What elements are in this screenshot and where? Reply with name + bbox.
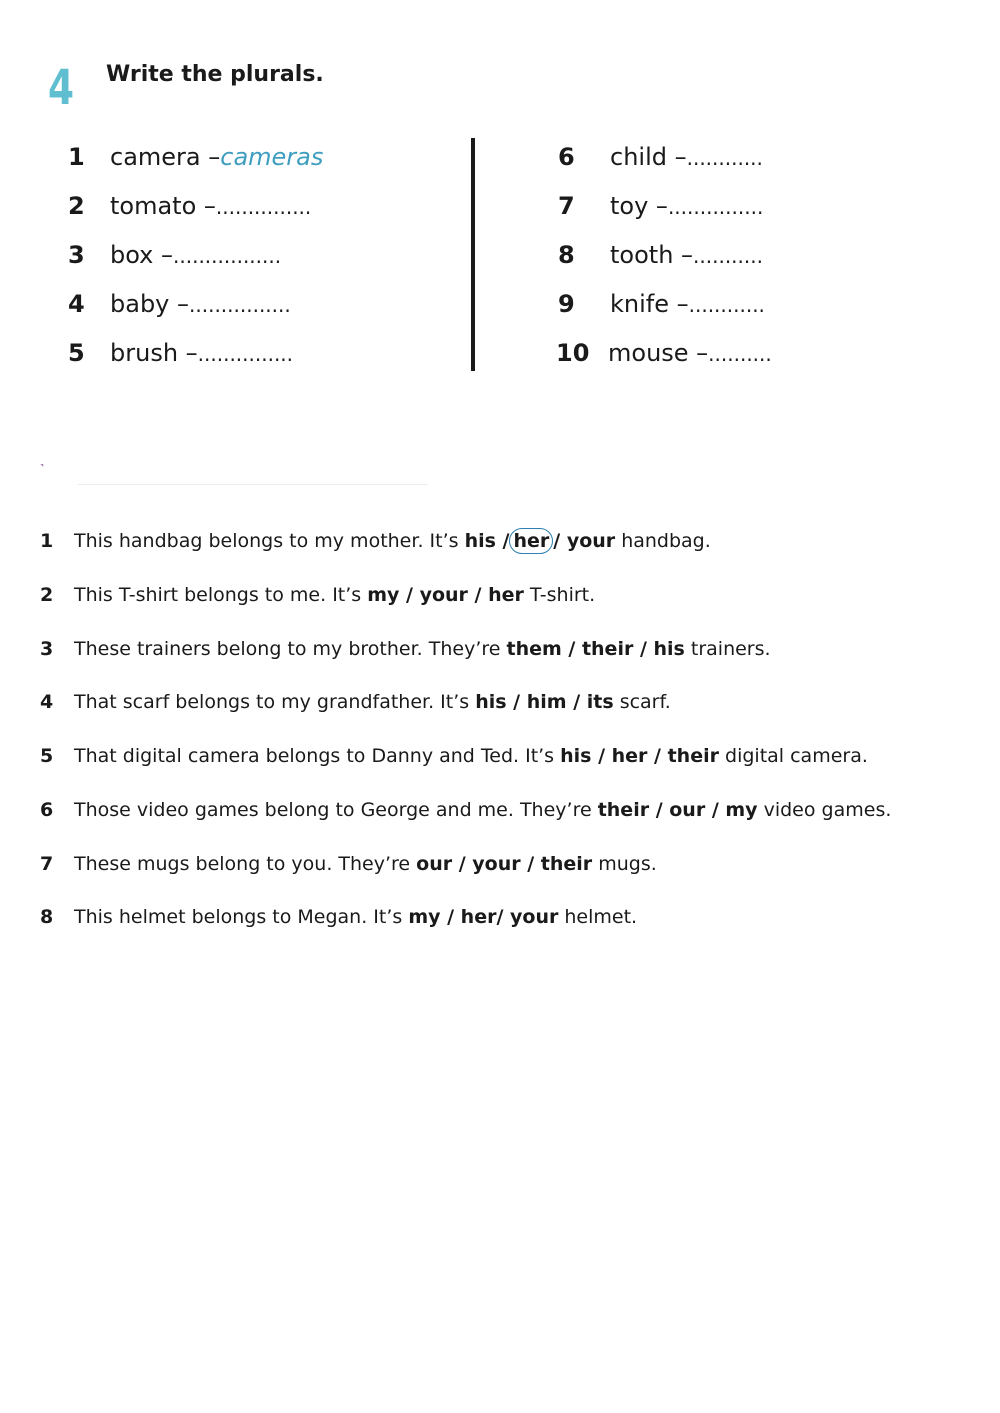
item-word: baby –	[110, 290, 190, 318]
sentence-row	[40, 741, 868, 771]
sentence-options[interactable]: his / him / its	[475, 691, 614, 713]
sentence-number: 7	[40, 853, 54, 875]
item-number: 4	[68, 290, 85, 318]
sentence-end: handbag.	[615, 530, 711, 552]
item-word: tomato –	[110, 192, 216, 220]
answer-blank[interactable]: ............	[688, 293, 765, 317]
item-word: toy –	[610, 192, 668, 220]
plural-item	[558, 287, 765, 321]
sentence-number: 3	[40, 638, 54, 660]
sentence-number: 1	[40, 530, 54, 552]
sentence-end: video games.	[757, 799, 892, 821]
sentence-end: digital camera.	[718, 745, 868, 767]
answer-blank[interactable]: ................	[189, 293, 291, 317]
sentence-end: mugs.	[592, 853, 657, 875]
sentence-row	[40, 902, 637, 932]
item-word: brush –	[110, 339, 198, 367]
item-number: 3	[68, 241, 85, 269]
plural-item	[68, 287, 291, 321]
plural-item	[558, 238, 763, 272]
plural-item	[558, 140, 763, 174]
answer-blank[interactable]: ..........	[708, 342, 772, 366]
sentence-number: 2	[40, 584, 54, 606]
plural-item	[68, 140, 323, 174]
sentence-options[interactable]: our / your / their	[416, 853, 593, 875]
column-divider	[471, 138, 475, 371]
sentence-options[interactable]: them / their / his	[506, 638, 685, 660]
sentence-end: scarf.	[613, 691, 671, 713]
item-number: 5	[68, 339, 85, 367]
exercise-title: Write the plurals.	[106, 62, 324, 87]
item-word: camera –	[110, 143, 221, 171]
plural-item	[68, 189, 311, 223]
sentence-text: These mugs belong to you. They’re	[74, 853, 417, 875]
exercise-number: 4	[48, 60, 75, 116]
sentence-row	[40, 526, 711, 556]
sentence-number: 8	[40, 906, 54, 928]
sentence-row	[40, 580, 595, 610]
sentence-text: Those video games belong to George and me. They’re	[74, 799, 598, 821]
sentence-text: This helmet belongs to Megan. It’s	[74, 906, 409, 928]
sentence-end: trainers.	[684, 638, 771, 660]
sentence-text: That digital camera belongs to Danny and Ted. It’s	[74, 745, 561, 767]
sentence-options[interactable]: my / your / her	[367, 584, 524, 606]
item-word: knife –	[610, 290, 689, 318]
answer-blank[interactable]: ...............	[667, 195, 764, 219]
sentence-row	[40, 634, 771, 664]
item-number: 9	[558, 290, 575, 318]
sentence-number: 6	[40, 799, 54, 821]
sentence-number: 5	[40, 745, 54, 767]
answer-blank[interactable]: ...........	[693, 244, 763, 268]
sentence-number: 4	[40, 691, 54, 713]
plural-item	[558, 189, 763, 223]
item-word: box –	[110, 241, 174, 269]
sentence-text: This T-shirt belongs to me. It’s	[74, 584, 368, 606]
option-her-circled[interactable]: her	[509, 528, 553, 554]
item-number: 10	[556, 339, 590, 367]
answer-blank[interactable]: .................	[173, 244, 282, 268]
sentence-row	[40, 687, 671, 717]
option-his[interactable]: his /	[464, 530, 510, 552]
sentence-end: helmet.	[558, 906, 638, 928]
sentence-text: This handbag belongs to my mother. It’s	[74, 530, 465, 552]
item-number: 6	[558, 143, 575, 171]
plural-item	[68, 336, 293, 370]
sentence-end: T-shirt.	[523, 584, 596, 606]
item-word: tooth –	[610, 241, 694, 269]
plural-item	[556, 336, 772, 370]
sentence-options[interactable]: my / her/ your	[408, 906, 559, 928]
item-number: 7	[558, 192, 575, 220]
sentence-text: That scarf belongs to my grandfather. It’s	[74, 691, 476, 713]
item-word: child –	[610, 143, 687, 171]
sentence-options[interactable]: his / her / their	[560, 745, 719, 767]
stray-mark: ˺	[40, 462, 44, 476]
example-answer: cameras	[220, 143, 324, 171]
sentence-text: These trainers belong to my brother. They’re	[74, 638, 507, 660]
item-number: 2	[68, 192, 85, 220]
sentence-row	[40, 795, 891, 825]
item-number: 1	[68, 143, 85, 171]
sentence-row	[40, 849, 657, 879]
option-your[interactable]: / your	[553, 530, 616, 552]
item-word: mouse –	[608, 339, 709, 367]
sentence-options[interactable]: their / our / my	[597, 799, 758, 821]
answer-blank[interactable]: ...............	[197, 342, 294, 366]
item-number: 8	[558, 241, 575, 269]
plural-item	[68, 238, 281, 272]
faint-divider	[78, 484, 428, 485]
answer-blank[interactable]: ............	[686, 146, 763, 170]
answer-blank[interactable]: ...............	[215, 195, 312, 219]
